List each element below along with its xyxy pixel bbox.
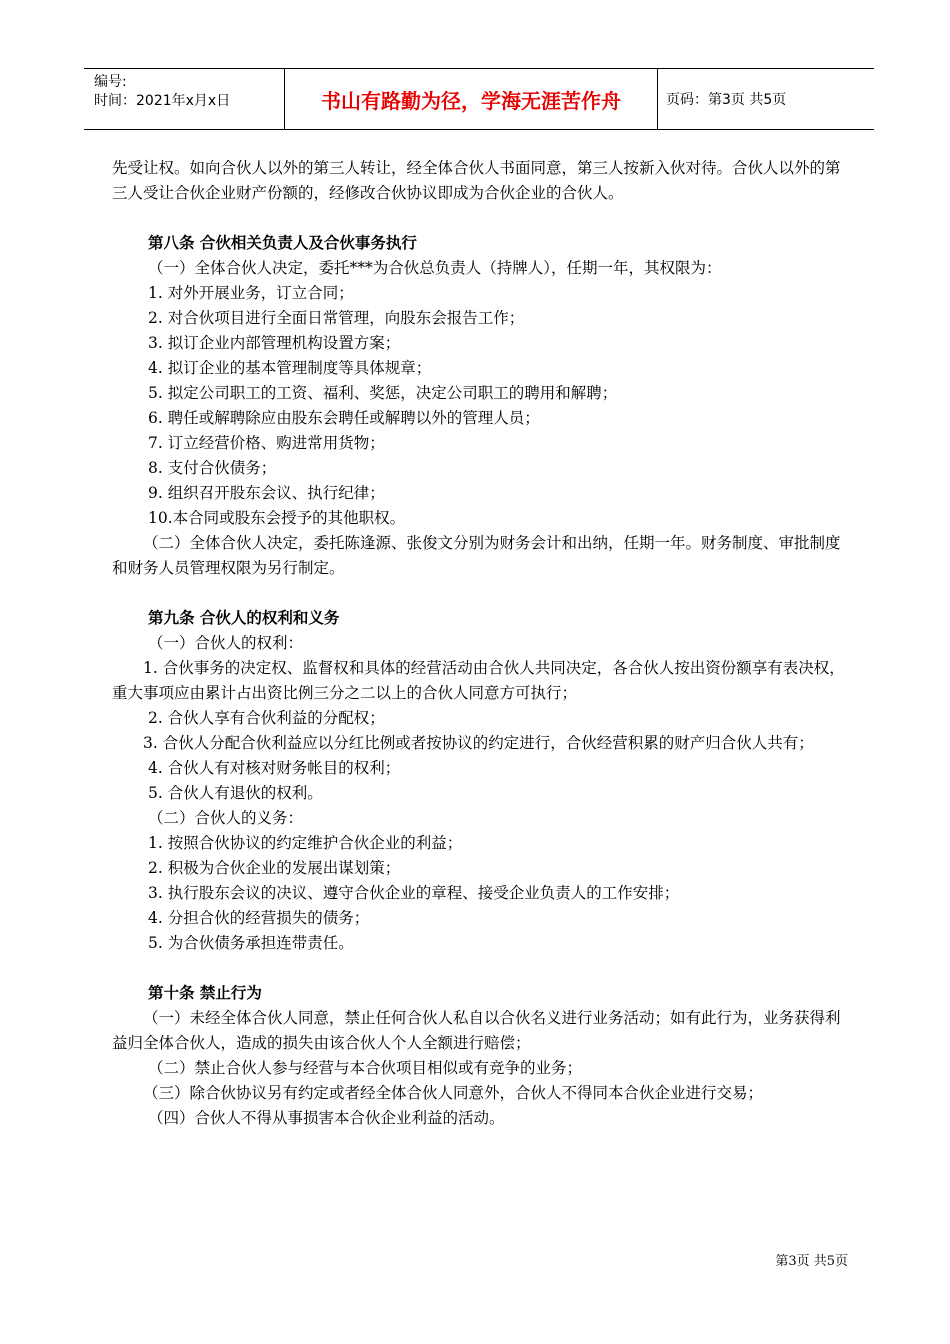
number-label: 编号:: [94, 74, 127, 90]
list-item: 5. 拟定公司职工的工资、福利、奖惩，决定公司职工的聘用和解聘；: [148, 384, 618, 402]
list-item: 1. 按照合伙协议的约定维护合伙企业的利益；: [148, 834, 463, 852]
list-item: 5. 合伙人有退伙的权利。: [148, 784, 323, 802]
header-slogan: 书山有路勤为径，学海无涯苦作舟: [284, 69, 658, 129]
article-8-sub2: （二）全体合伙人决定，委托陈逢源、张俊文分别为财务会计和出纳，任期一年。财务制度、审批制度和财务人员管理权限为另行制定。: [112, 534, 841, 577]
list-item: 1. 对外开展业务，订立合同；: [148, 284, 354, 302]
intro-line: 先受让权。如向合伙人以外的第三人转让，经全体合伙人书面同意，第三人按新入伙对待。: [112, 159, 733, 177]
list-item: 2. 合伙人享有合伙利益的分配权；: [148, 709, 385, 727]
article-9-title: 第九条 合伙人的权利和义务: [148, 609, 340, 627]
list-item: 3. 合伙人分配合伙利益应以分红比例或者按协议的约定进行，合伙经营积累的财产归合伙人共有；: [143, 734, 814, 752]
list-item: 2. 对合伙项目进行全面日常管理，向股东会报告工作；: [148, 309, 525, 327]
list-item: 3. 执行股东会议的决议、遵守合伙企业的章程、接受企业负责人的工作安排；: [148, 884, 680, 902]
duties-title: （二）合伙人的义务：: [148, 809, 304, 827]
rights-title: （一）合伙人的权利：: [148, 634, 304, 652]
article-8-title: 第八条 合伙相关负责人及合伙事务执行: [148, 234, 417, 252]
list-item: （二）禁止合伙人参与经营与本合伙项目相似或有竞争的业务；: [148, 1059, 583, 1077]
list-item: 4. 分担合伙的经营损失的债务；: [148, 909, 370, 927]
list-item: 10.本合同或股东会授予的其他职权。: [148, 509, 406, 527]
article-8-sub1: （一）全体合伙人决定，委托***为合伙总负责人（持牌人），任期一年，其权限为：: [148, 259, 722, 277]
intro-line: 合伙人以外的第三人受让合伙企业财产份额的，经修改合伙协议即成为合伙企业的合伙人。: [112, 159, 841, 202]
list-item: （一）未经全体合伙人同意，禁止任何合伙人私自以合伙名义进行业务活动；如有此行为，业务获得利益归全体合伙人，造成的损失由该合伙人个人全额进行赔偿；: [112, 1009, 841, 1052]
list-item: 5. 为合伙债务承担连带责任。: [148, 934, 354, 952]
header-page-info: 页码：第3页 共5页: [666, 92, 787, 108]
list-item: 3. 拟订企业内部管理机构设置方案；: [148, 334, 401, 352]
list-item: 1. 合伙事务的决定权、监督权和具体的经营活动由合伙人共同决定，各合伙人按出资份额享有表决权，重大事项应由累计占出资比例三分之二以上的合伙人同意方可执行；: [112, 659, 845, 702]
list-item: 9. 组织召开股东会议、执行纪律；: [148, 484, 385, 502]
list-item: 4. 合伙人有对核对财务帐目的权利；: [148, 759, 401, 777]
list-item: （三）除合伙协议另有约定或者经全体合伙人同意外，合伙人不得同本合伙企业进行交易；: [143, 1084, 764, 1102]
intro-paragraph: [112, 156, 850, 206]
list-item: 6. 聘任或解聘除应由股东会聘任或解聘以外的管理人员；: [148, 409, 540, 427]
article-10-title: 第十条 禁止行为: [148, 984, 262, 1002]
document-body: [112, 156, 850, 1131]
header-meta: [84, 69, 284, 129]
document-header: [84, 68, 874, 130]
list-item: 8. 支付合伙债务；: [148, 459, 277, 477]
page-footer: 第3页 共5页: [775, 1254, 848, 1269]
list-item: 7. 订立经营价格、购进常用货物；: [148, 434, 385, 452]
date-label: 时间：2021年x月x日: [94, 93, 231, 109]
list-item: （四）合伙人不得从事损害本合伙企业利益的活动。: [148, 1109, 505, 1127]
list-item: 4. 拟订企业的基本管理制度等具体规章；: [148, 359, 432, 377]
list-item: 2. 积极为合伙企业的发展出谋划策；: [148, 859, 401, 877]
